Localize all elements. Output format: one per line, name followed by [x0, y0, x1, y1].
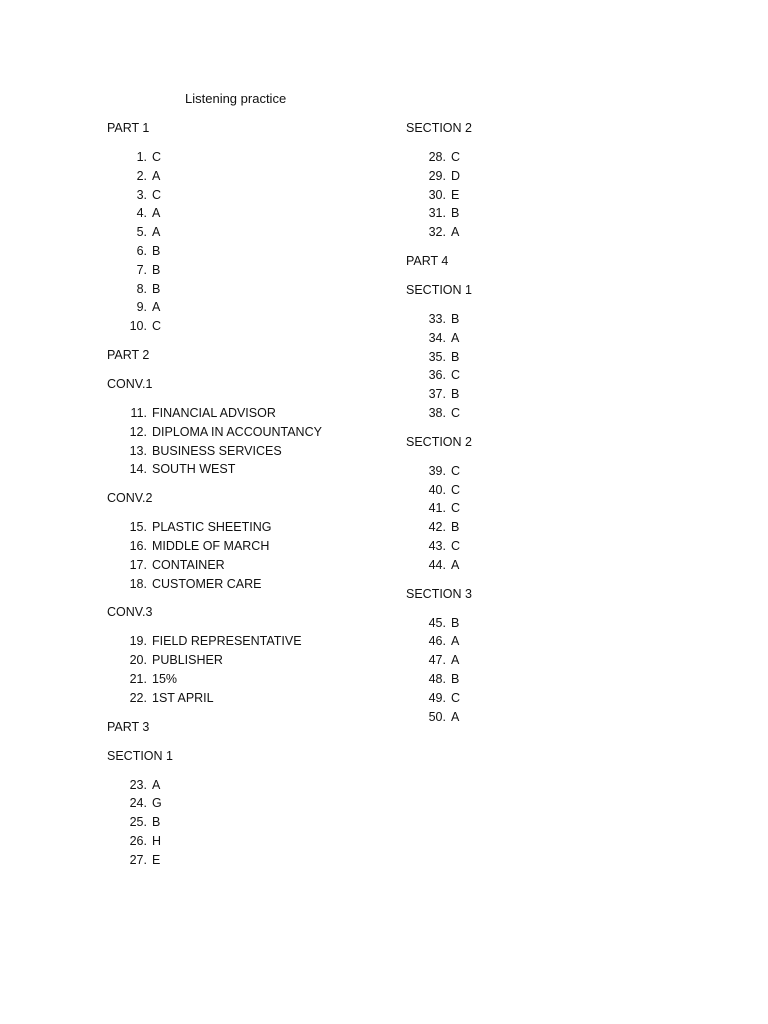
- answer-number: 37.: [428, 387, 446, 402]
- answer-text: A: [451, 225, 460, 240]
- answer-item: [107, 442, 397, 461]
- answer-number: 47.: [428, 653, 446, 668]
- section-heading: PART 4: [406, 253, 449, 268]
- answer-text: A: [152, 225, 161, 240]
- answer-list: [107, 518, 397, 593]
- answer-number: 3.: [136, 187, 147, 202]
- right-column: [406, 119, 666, 736]
- answer-number: 28.: [428, 150, 446, 164]
- answer-text: A: [152, 777, 161, 792]
- answer-number: 32.: [428, 225, 446, 240]
- answer-item: [107, 651, 397, 670]
- answer-text: A: [451, 557, 460, 572]
- answer-number: 17.: [129, 557, 147, 572]
- answer-item: [406, 556, 666, 575]
- answer-item: [406, 481, 666, 500]
- answer-item: [107, 261, 397, 280]
- answer-item: [107, 148, 397, 167]
- answer-text: PUBLISHER: [152, 653, 223, 668]
- answer-item: [406, 348, 666, 367]
- answer-text: B: [152, 262, 161, 277]
- answer-item: [406, 632, 666, 651]
- answer-text: C: [451, 463, 461, 478]
- answer-number: 12.: [129, 424, 147, 439]
- answer-text: E: [152, 852, 161, 867]
- answer-number: 11.: [130, 405, 147, 420]
- answer-item: [406, 404, 666, 423]
- answer-number: 22.: [129, 690, 147, 705]
- answer-list: [406, 614, 666, 727]
- section-heading: SECTION 1: [107, 748, 173, 763]
- answer-number: 33.: [428, 311, 446, 326]
- answer-item: [107, 813, 397, 832]
- section-heading: SECTION 2: [406, 121, 472, 135]
- answer-item: [406, 329, 666, 348]
- answer-item: [406, 708, 666, 727]
- answer-item: [107, 832, 397, 851]
- answer-text: C: [451, 482, 461, 497]
- answer-number: 34.: [428, 330, 446, 345]
- answer-text: B: [451, 615, 460, 630]
- answer-text: D: [451, 168, 461, 183]
- answer-item: [406, 614, 666, 633]
- answer-number: 23.: [129, 777, 147, 792]
- section-heading: SECTION 3: [406, 586, 472, 601]
- answer-text: C: [152, 319, 162, 334]
- answer-number: 24.: [129, 796, 147, 811]
- answer-item: [107, 689, 397, 708]
- section-heading: PART 3: [107, 719, 150, 734]
- answer-number: 30.: [428, 187, 446, 202]
- answer-text: C: [451, 368, 461, 383]
- answer-number: 40.: [428, 482, 446, 497]
- answer-item: [107, 317, 397, 336]
- answer-list: [406, 462, 666, 575]
- answer-number: 7.: [136, 262, 147, 277]
- answer-text: MIDDLE OF MARCH: [152, 538, 270, 553]
- answer-item: [406, 366, 666, 385]
- answer-text: SOUTH WEST: [152, 462, 236, 477]
- answer-text: B: [152, 281, 161, 296]
- answer-number: 27.: [129, 852, 147, 867]
- answer-number: 45.: [428, 615, 446, 630]
- answer-number: 35.: [428, 349, 446, 364]
- answer-number: 43.: [428, 538, 446, 553]
- answer-list: [107, 148, 397, 336]
- answer-text: B: [451, 520, 460, 535]
- answer-text: B: [152, 815, 161, 830]
- answer-item: [107, 460, 397, 479]
- answer-text: C: [451, 538, 461, 553]
- answer-number: 10.: [129, 319, 147, 334]
- answer-number: 18.: [129, 576, 147, 591]
- answer-number: 13.: [129, 443, 147, 458]
- answer-list: [107, 632, 397, 707]
- answer-number: 42.: [428, 520, 446, 535]
- answer-number: 31.: [428, 206, 446, 221]
- answer-item: [406, 310, 666, 329]
- section-heading: SECTION 1: [406, 282, 472, 297]
- answer-item: [107, 670, 397, 689]
- section-heading: PART 2: [107, 347, 150, 362]
- answer-number: 16.: [129, 538, 147, 553]
- answer-item: [107, 575, 397, 594]
- answer-text: PLASTIC SHEETING: [152, 520, 272, 535]
- answer-text: C: [451, 501, 461, 516]
- answer-item: [406, 223, 666, 242]
- answer-list: [107, 404, 397, 479]
- answer-item: [107, 280, 397, 299]
- answer-item: [107, 851, 397, 870]
- answer-text: H: [152, 833, 162, 848]
- section-heading: SECTION 2: [406, 434, 472, 449]
- answer-text: 1ST APRIL: [152, 690, 214, 705]
- answer-list: [406, 310, 666, 423]
- answer-number: 26.: [129, 833, 147, 848]
- answer-number: 4.: [136, 206, 147, 221]
- answer-text: C: [152, 150, 162, 164]
- answer-number: 21.: [129, 671, 147, 686]
- answer-item: [107, 204, 397, 223]
- answer-text: B: [451, 311, 460, 326]
- answer-item: [406, 204, 666, 223]
- answer-number: 19.: [129, 634, 147, 649]
- answer-item: [107, 518, 397, 537]
- answer-text: A: [451, 709, 460, 724]
- answer-text: B: [451, 387, 460, 402]
- answer-text: C: [451, 150, 461, 164]
- page-title: Listening practice: [185, 91, 287, 106]
- answer-number: 38.: [428, 405, 446, 420]
- answer-item: [107, 794, 397, 813]
- answer-text: CONTAINER: [152, 557, 225, 572]
- answer-text: A: [451, 653, 460, 668]
- section-heading: PART 1: [107, 121, 150, 135]
- answer-text: G: [152, 796, 162, 811]
- section-heading: CONV.3: [107, 605, 153, 620]
- answer-item: [406, 689, 666, 708]
- answer-item: [406, 499, 666, 518]
- left-column: [107, 119, 397, 880]
- answer-item: [107, 556, 397, 575]
- answer-number: 15.: [129, 520, 147, 535]
- answer-text: BUSINESS SERVICES: [152, 443, 282, 458]
- section-heading: CONV.1: [107, 376, 153, 391]
- answer-text: C: [451, 405, 461, 420]
- answer-text: 15%: [152, 671, 178, 686]
- answer-item: [107, 186, 397, 205]
- answer-item: [107, 223, 397, 242]
- answer-number: 41.: [428, 501, 446, 516]
- answer-text: A: [451, 634, 460, 649]
- answer-item: [406, 385, 666, 404]
- answer-number: 44.: [428, 557, 446, 572]
- answer-text: FIELD REPRESENTATIVE: [152, 634, 302, 649]
- answer-item: [406, 670, 666, 689]
- answer-number: 46.: [428, 634, 446, 649]
- answer-item: [107, 632, 397, 651]
- answer-item: [406, 186, 666, 205]
- section-heading: CONV.2: [107, 491, 153, 506]
- answer-number: 14.: [129, 462, 147, 477]
- answer-number: 2.: [136, 168, 147, 183]
- answer-text: B: [451, 206, 460, 221]
- answer-number: 49.: [428, 690, 446, 705]
- answer-text: DIPLOMA IN ACCOUNTANCY: [152, 424, 322, 439]
- answer-text: B: [451, 671, 460, 686]
- answer-number: 48.: [428, 671, 446, 686]
- answer-item: [406, 537, 666, 556]
- answer-number: 5.: [136, 225, 147, 240]
- answer-number: 29.: [428, 168, 446, 183]
- answer-text: E: [451, 187, 460, 202]
- answer-item: [107, 404, 397, 423]
- answer-text: A: [451, 330, 460, 345]
- answer-item: [107, 242, 397, 261]
- answer-number: 39.: [428, 463, 446, 478]
- answer-number: 36.: [428, 368, 446, 383]
- answer-number: 9.: [136, 300, 147, 315]
- answer-item: [107, 167, 397, 186]
- answer-text: B: [152, 243, 161, 258]
- answer-item: [107, 298, 397, 317]
- answer-number: 8.: [136, 281, 147, 296]
- answer-text: C: [451, 690, 461, 705]
- answer-text: A: [152, 206, 161, 221]
- answer-item: [406, 651, 666, 670]
- answer-number: 50.: [428, 709, 446, 724]
- answer-text: B: [451, 349, 460, 364]
- answer-number: 1.: [136, 150, 147, 164]
- answer-number: 6.: [136, 243, 147, 258]
- answer-item: [107, 537, 397, 556]
- answer-text: FINANCIAL ADVISOR: [152, 405, 276, 420]
- answer-list: [406, 148, 666, 242]
- answer-item: [406, 167, 666, 186]
- answer-item: [406, 148, 666, 167]
- answer-list: [107, 776, 397, 870]
- answer-number: 20.: [129, 653, 147, 668]
- answer-number: 25.: [129, 815, 147, 830]
- answer-text: A: [152, 300, 161, 315]
- answer-text: C: [152, 187, 162, 202]
- answer-item: [406, 518, 666, 537]
- answer-item: [107, 423, 397, 442]
- answer-item: [406, 462, 666, 481]
- answer-item: [107, 776, 397, 795]
- answer-text: A: [152, 168, 161, 183]
- answer-text: CUSTOMER CARE: [152, 576, 262, 591]
